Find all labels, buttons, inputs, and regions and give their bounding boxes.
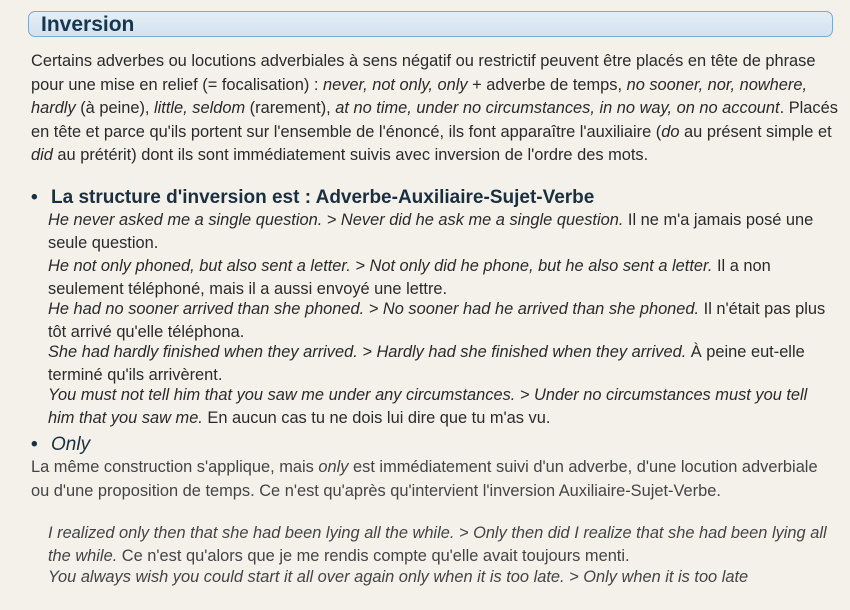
intro-italic: did xyxy=(31,146,53,165)
example-item xyxy=(48,341,838,387)
section2-heading-text: Only xyxy=(51,434,91,455)
intro-text: Certains adverbes ou locutions adverbiales à sens négatif ou restrictif peuvent être placés en tête de phrase pour une mise en relief (= focalisation) : xyxy=(31,52,816,94)
intro-italic: do xyxy=(661,122,680,141)
example-french: Ce n'est qu'alors que je me rendis compte qu'elle avait toujours menti. xyxy=(117,547,630,566)
example-english: I realized only then that she had been lying all the while. > Only then did I realize that she had been lying all the while. xyxy=(48,524,827,566)
intro-text: au prétérit) dont ils sont immédiatement suivis avec inversion de l'ordre des mots. xyxy=(52,146,649,165)
example-item xyxy=(48,566,838,589)
intro-text: + adverbe de temps, xyxy=(467,75,627,94)
example-french: À peine eut-elle terminé qu'ils arrivèrent. xyxy=(48,343,805,385)
example-english: You always wish you could start it all over again only when it is too late. > Only when it is too late xyxy=(48,568,749,586)
section2-italic: only xyxy=(318,458,349,476)
example-french: Il ne m'a jamais posé une seule question. xyxy=(48,211,814,253)
example-item xyxy=(48,298,838,344)
section2-heading xyxy=(31,433,90,457)
intro-text: . Placés en tête et parce qu'ils portent sur l'ensemble de l'énoncé, ils font apparaître l'auxiliaire ( xyxy=(31,99,838,141)
example-french: En aucun cas tu ne dois lui dire que tu m'as vu. xyxy=(202,409,551,428)
example-item xyxy=(48,209,838,255)
section1-heading xyxy=(31,186,594,210)
bullet-icon: • xyxy=(31,434,38,455)
example-french: Il a non seulement téléphoné, mais il a aussi envoyé une lettre. xyxy=(48,257,771,299)
section2-paragraph xyxy=(31,456,839,503)
section1-heading-text: La structure d'inversion est : Adverbe-Auxiliaire-Sujet-Verbe xyxy=(51,187,595,208)
section2-text: est immédiatement suivi d'un adverbe, d'une locution adverbiale ou d'une proposition de temps. Ce n'est qu'après qu'intervient l'inversion Auxiliaire-Sujet-Verbe. xyxy=(31,458,818,500)
example-item xyxy=(48,522,838,568)
section-title: Inversion xyxy=(41,13,135,36)
example-english: You must not tell him that you saw me under any circumstances. > Under no circumstances must you tell him that you saw me. xyxy=(48,386,808,428)
example-english: He not only phoned, but also sent a letter. > Not only did he phone, but he also sent a letter. xyxy=(48,257,713,275)
example-english: He never asked me a single question. > Never did he ask me a single question. xyxy=(48,211,624,229)
intro-italic: never, not only, only xyxy=(323,75,468,94)
example-french: Il n'était pas plus tôt arrivé qu'elle téléphona. xyxy=(48,300,826,342)
example-english: He had no sooner arrived than she phoned. > No sooner had he arrived than she phoned. xyxy=(48,300,700,318)
example-item xyxy=(48,384,838,430)
section-title-bar xyxy=(28,11,833,37)
bullet-icon: • xyxy=(31,187,38,208)
intro-paragraph xyxy=(31,50,839,168)
example-english: She had hardly finished when they arrived. > Hardly had she finished when they arrived. xyxy=(48,343,687,361)
intro-text: (rarement), xyxy=(245,99,336,118)
intro-italic: little, seldom xyxy=(154,99,246,118)
section2-text: La même construction s'applique, mais xyxy=(31,458,319,476)
intro-text: (à peine), xyxy=(75,99,155,118)
intro-italic: no sooner, nor, nowhere, hardly xyxy=(31,75,808,118)
intro-italic: at no time, under no circumstances, in no way, on no account xyxy=(335,99,780,118)
intro-text: au présent simple et xyxy=(679,122,832,141)
example-item xyxy=(48,255,838,301)
